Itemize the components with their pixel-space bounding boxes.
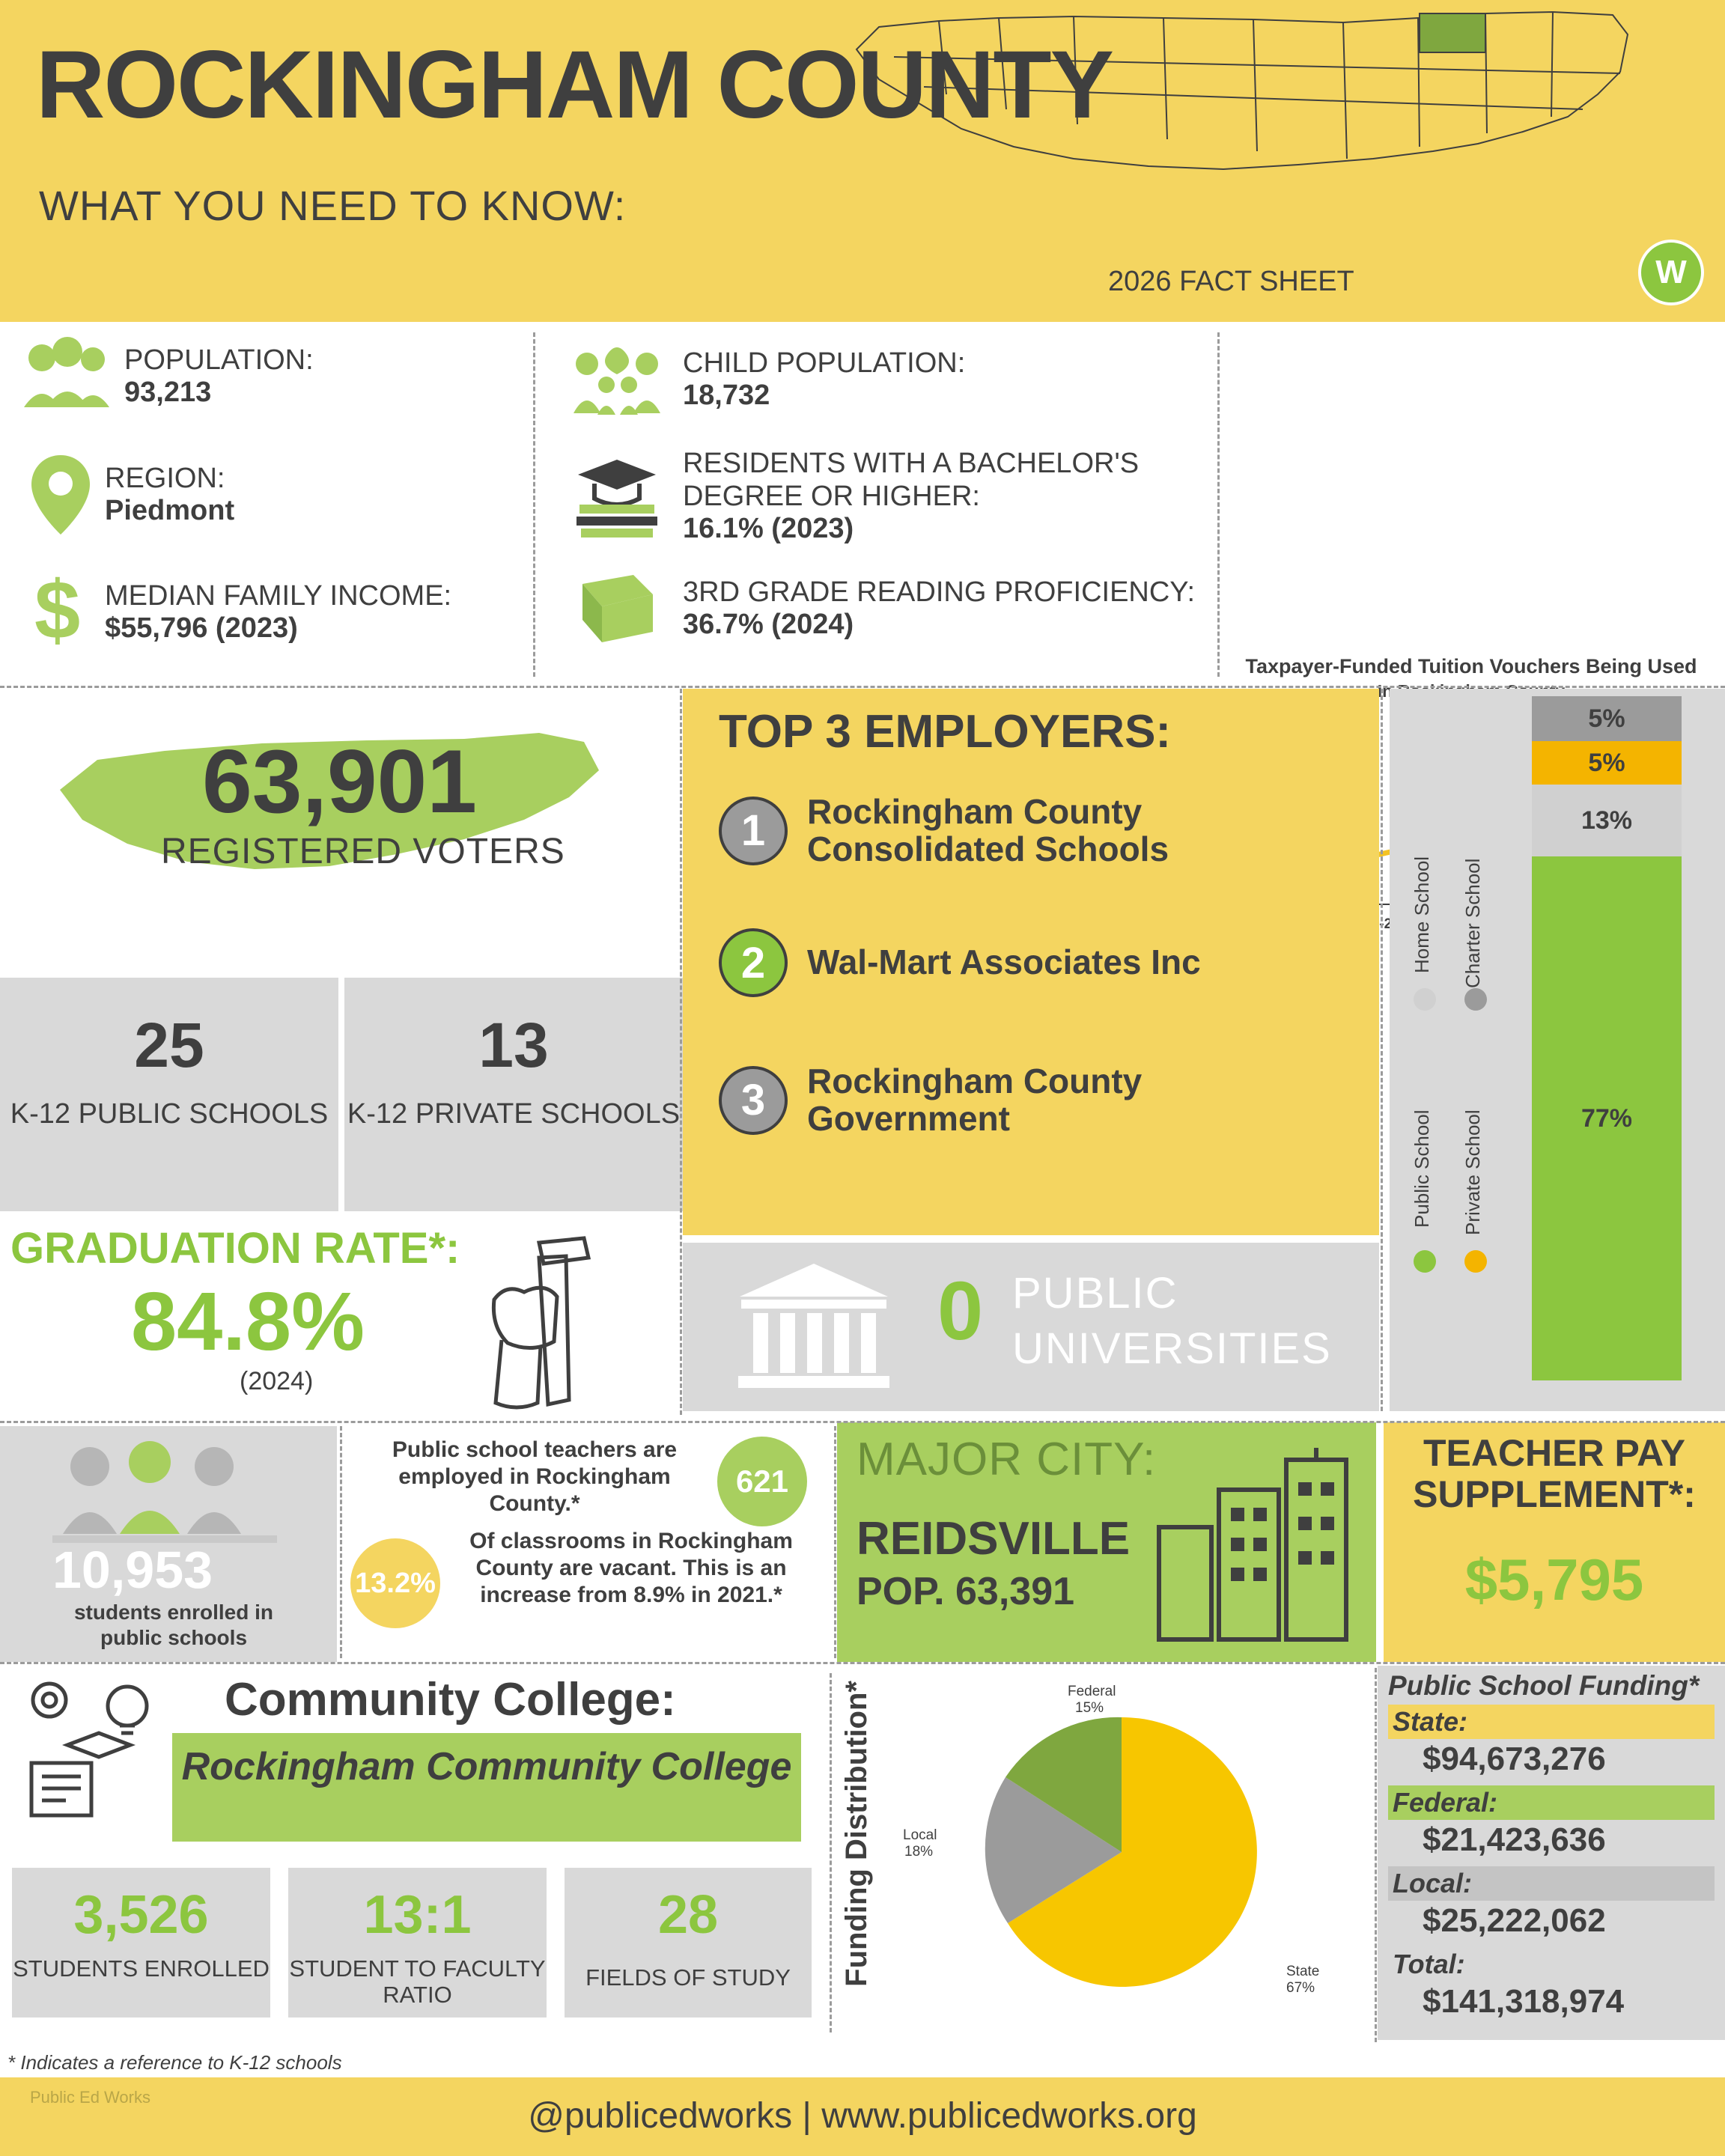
funding-row-state-value: $94,673,276 [1423,1741,1606,1777]
funding-table-title: Public School Funding* [1388,1670,1700,1701]
legend-dot-home [1414,988,1436,1011]
divider [1381,689,1383,1411]
teacher-pay-title: TEACHER PAY SUPPLEMENT*: [1413,1432,1696,1515]
region-value: Piedmont [105,495,235,527]
legend-dot-charter [1464,988,1487,1011]
divider [830,1673,832,2032]
voucher-chart-title: Taxpayer-Funded Tuition Vouchers Being Used [1245,655,1697,677]
public-schools-box [0,978,338,1211]
community-college-title: Community College: [225,1674,676,1726]
header [0,0,1725,322]
divider [680,689,682,1415]
funding-row-state-key: State: [1388,1705,1715,1739]
teachers-employed-text: Public school teachers are employed in Rockingham County.* [392,1437,678,1516]
graduation-year: (2024) [240,1367,314,1395]
cc-fields-number: 28 [657,1885,719,1945]
funding-row-federal-key: Federal: [1388,1785,1715,1820]
public-schools-count: 25 [134,1010,204,1080]
universities-count: 0 [937,1265,984,1357]
stat-bachelors-degree [569,448,1237,545]
bachelors-value: 16.1% (2023) [683,513,854,545]
svg-text:Federal: Federal [1068,1684,1116,1699]
segment-public-school: 77% [1532,856,1682,1380]
divider [0,1421,1725,1423]
cc-stat-ratio [288,1868,547,2018]
dollar-icon [27,567,94,657]
reading-label: 3RD GRADE READING PROFICIENCY: [683,576,1196,608]
graduation-title: GRADUATION RATE*: [10,1224,460,1273]
highlighted-county [1420,13,1485,52]
universities-label-line2: UNIVERSITIES [1012,1324,1332,1373]
vacancy-percent-badge: 13.2% [350,1538,440,1628]
population-value: 93,213 [124,377,212,409]
employer-rank-badge: 1 [719,797,788,865]
child-population-value: 18,732 [683,380,770,412]
footer-text: @publicedworks | www.publicedworks.org [528,2096,1197,2136]
publicedworks-logo-icon: W [1638,240,1704,305]
teachers-count-badge: 621 [717,1437,807,1526]
cc-fields-label: FIELDS OF STUDY [585,1964,791,1991]
voucher-chart-subtitle: In [1377,681,1393,701]
divider [0,1662,1725,1664]
divider [340,1426,342,1658]
students-enrolled-number: 10,953 [52,1541,213,1599]
employer-1 [719,794,1331,868]
factsheet-label: 2026 FACT SHEET [1108,266,1354,297]
cc-students-label: STUDENTS ENROLLED [13,1955,270,1982]
svg-text:15%: 15% [1075,1700,1104,1716]
page-subtitle: WHAT YOU NEED TO KNOW: [39,182,627,229]
voters-number: 63,901 [202,731,478,832]
legend-home-school: Home School [1411,856,1433,973]
private-schools-label: K-12 PRIVATE SCHOOLS [347,1098,681,1130]
footer-logo: Public Ed Works [30,2088,150,2107]
svg-text:State: State [1286,1964,1320,1979]
map-pin-icon [27,451,94,539]
voters-label: REGISTERED VOTERS [161,832,565,871]
footnote: * Indicates a reference to K-12 schools [7,2051,342,2074]
funding-row-local-key: Local: [1388,1866,1715,1901]
employer-rank-badge: 3 [719,1066,788,1135]
cc-stat-fields [565,1868,812,2018]
svg-text:Local: Local [903,1827,937,1843]
teacher-pay-value: $5,795 [1464,1547,1644,1613]
private-schools-count: 13 [478,1010,549,1080]
cc-ratio-number: 13:1 [363,1885,472,1945]
students-enrolled-label: students enrolled in public schools [73,1601,274,1649]
svg-text:67%: 67% [1286,1980,1315,1996]
segment-home-school: 5% [1532,696,1682,741]
employer-name: Wal-Mart Associates Inc [807,943,1201,982]
legend-public-school: Public School [1411,1109,1433,1228]
major-city-title: MAJOR CITY: [857,1434,1157,1485]
stat-median-income [27,567,451,657]
legend-private-school: Private School [1461,1109,1484,1235]
public-universities-panel [683,1243,1379,1411]
stat-region [27,451,234,539]
segment-charter-school: 5% [1532,741,1682,785]
child-population-label: CHILD POPULATION: [683,347,966,379]
teacher-vacancy-panel [343,1426,830,1662]
major-city-panel [837,1422,1376,1662]
income-value: $55,796 (2023) [105,612,298,645]
top-employers-panel [683,689,1379,1235]
vacancy-text: Of classrooms in Rockingham County are vacant. This is an increase from 8.9% in 2021.* [469,1529,793,1607]
stat-population [21,335,314,418]
major-city-name: REIDSVILLE [857,1513,1131,1565]
population-label: POPULATION: [124,344,314,376]
public-schools-label: K-12 PUBLIC SCHOOLS [10,1098,329,1130]
community-college-name: Rockingham Community College [181,1745,792,1788]
funding-row-federal-value: $21,423,636 [1423,1821,1606,1858]
diploma-hand-icon [449,1228,644,1415]
employers-title: TOP 3 EMPLOYERS: [719,706,1172,758]
region-label: REGION: [105,462,225,494]
stat-child-population [569,338,965,421]
income-label: MEDIAN FAMILY INCOME: [105,579,452,612]
university-building-icon [728,1258,900,1400]
legend-dot-public [1414,1250,1436,1273]
svg-text:$: $ [34,567,81,657]
divider [1375,1668,1377,2042]
footer [0,2077,1725,2156]
funding-distribution-axis-label: Funding Distribution* [840,1681,873,1987]
community-college-panel [0,1666,824,2040]
stat-reading-proficiency [569,567,1195,650]
graduation-books-icon [569,452,666,540]
svg-text:18%: 18% [904,1844,934,1860]
universities-label-line1: PUBLIC [1012,1269,1178,1318]
divider [0,686,1725,688]
city-buildings-icon [1151,1445,1361,1647]
key-stats-band [0,322,1725,701]
community-college-banner [172,1733,801,1842]
enrollment-stacked-bar [1390,689,1725,1411]
funding-pie [882,1676,1361,2028]
employer-name: Rockingham County Consolidated Schools [807,792,1169,868]
cc-students-number: 3,526 [73,1885,209,1945]
divider [533,332,535,677]
education-icons [15,1673,172,1823]
segment-private-school: 13% [1532,785,1682,856]
divider [834,1426,836,1658]
employer-2 [719,928,1331,997]
teacher-pay-supplement-panel [1384,1422,1725,1662]
funding-row-total-value: $141,318,974 [1423,1983,1625,2020]
registered-voters-panel [0,689,674,977]
funding-row-local-value: $25,222,062 [1423,1902,1606,1939]
employer-3 [719,1063,1331,1137]
legend-charter-school: Charter School [1461,858,1484,988]
major-city-population: POP. 63,391 [857,1570,1075,1613]
legend-dot-private [1464,1250,1487,1273]
funding-distribution-chart [830,1666,1376,2040]
public-school-funding-table [1378,1666,1725,2040]
reading-value: 36.7% (2024) [683,609,854,641]
employer-name: Rockingham County Government [807,1062,1143,1138]
people-icon [21,335,111,418]
bachelors-label: RESIDENTS WITH A BACHELOR'S DEGREE OR HIGHER: [683,448,1140,512]
graduation-value: 84.8% [131,1276,365,1368]
graduation-rate-panel [0,1220,674,1422]
employer-rank-badge: 2 [719,928,788,997]
book-icon [569,567,666,650]
funding-row-total-key: Total: [1393,1949,1465,1979]
private-schools-box [344,978,683,1211]
family-icon [569,338,666,421]
students-enrolled-panel [0,1426,337,1662]
cc-stat-students [12,1868,270,2018]
cc-ratio-label: STUDENT TO FACULTY RATIO [289,1955,546,2008]
page-title: ROCKINGHAM COUNTY [36,31,1113,138]
